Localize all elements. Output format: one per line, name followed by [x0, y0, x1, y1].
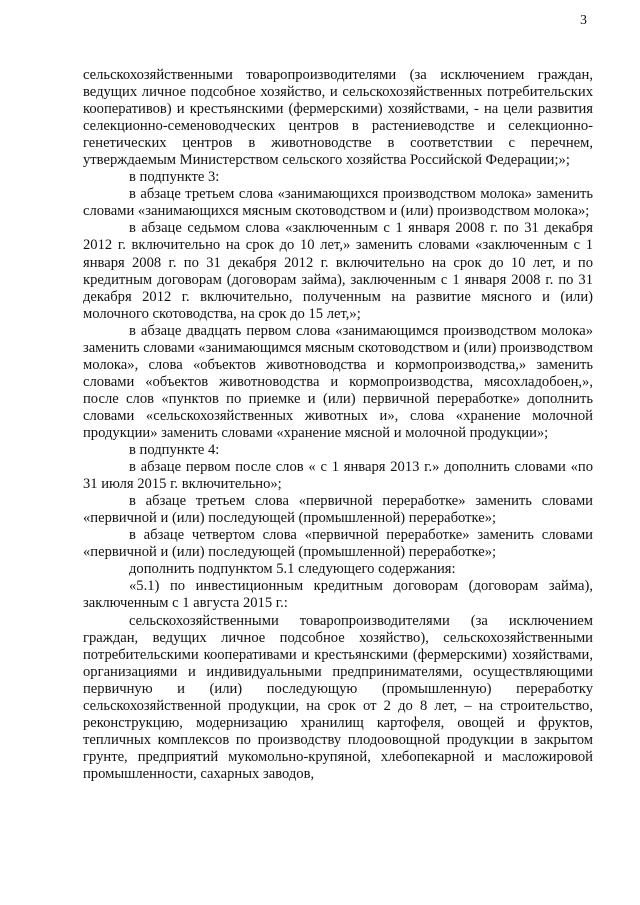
paragraph-subpoint-4-para-4: в абзаце четвертом слова «первичной переработке» заменить словами «первичной и (или) последующей (промышленной) переработке»;: [83, 527, 593, 561]
paragraph-subpoint-5-1-intro: «5.1) по инвестиционным кредитным договорам (договорам займа), заключенным с 1 августа 2015 г.:: [83, 578, 593, 612]
document-body: [83, 67, 593, 783]
paragraph-subpoint-3-para-7: в абзаце седьмом слова «заключенным с 1 января 2008 г. по 31 декабря 2012 г. включительно на срок до 10 лет,» заменить словами «заключенным с 1 января 2008 г. по 31 декабря 2012 г. включительно на срок до 10 лет, и по кредитным договорам (договорам займа), заключенным с 1 января 2008 г. по 31 декабря 2012 г. включительно, полученным на развитие мясного и (или) молочного скотоводства, на срок до 15 лет,»;: [83, 220, 593, 322]
paragraph-subpoint-3-para-21: в абзаце двадцать первом слова «занимающимся производством молока» заменить словами «занимающимся мясным скотоводством и (или) производством молока», слова «объектов животноводства и кормопроизводства,» заменить словами «объектов животноводства и кормопроизводства, мясохладобоен,», после слов «пунктов по приемке и (или) первичной переработке» дополнить словами «сельскохозяйственных животных и», слова «хранение молочной продукции» заменить словами «хранение мясной и молочной продукции»;: [83, 322, 593, 441]
paragraph-continuation: сельскохозяйственными товаропроизводителями (за исключением граждан, ведущих личное подсобное хозяйство, и сельскохозяйственных потребительских кооперативов) и крестьянскими (фермерскими) хозяйствами, - на цели развития селекционно-семеноводческих центров в растениеводстве и селекционно-генетических центров в животноводстве в соответствии с перечнем, утверждаемым Министерством сельского хозяйства Российской Федерации;»;: [83, 67, 593, 169]
paragraph-subpoint-4-heading: в подпункте 4:: [129, 442, 220, 459]
paragraph-subpoint-3-para-3: в абзаце третьем слова «занимающихся производством молока» заменить словами «занимающихся мясным скотоводством и (или) производством молока»;: [83, 186, 593, 220]
paragraph-subpoint-4-para-1: в абзаце первом после слов « с 1 января 2013 г.» дополнить словами «по 31 июля 2015 г. включительно»;: [83, 459, 593, 493]
paragraph-subpoint-5-1-body: сельскохозяйственными товаропроизводителями (за исключением граждан, ведущих личное подсобное хозяйство), сельскохозяйственными потребительскими кооперативами и крестьянскими (фермерскими) хозяйствами, организациями и индивидуальными предпринимателями, осуществляющими первичную и (или) последующую (промышленную) переработку сельскохозяйственной продукции, на срок от 2 до 8 лет, – на строительство, реконструкцию, модернизацию хранилищ картофеля, овощей и фруктов, тепличных комплексов по производству плодоовощной продукции в закрытом грунте, предприятий мукомольно-крупяной, хлебопекарной и масложировой промышленности, сахарных заводов,: [83, 612, 593, 782]
page-number: 3: [580, 13, 587, 28]
paragraph-subpoint-3-heading: в подпункте 3:: [129, 169, 220, 186]
paragraph-add-subpoint-5-1: дополнить подпунктом 5.1 следующего содержания:: [129, 561, 456, 578]
paragraph-subpoint-4-para-3: в абзаце третьем слова «первичной переработке» заменить словами «первичной и (или) последующей (промышленной) переработке»;: [83, 493, 593, 527]
